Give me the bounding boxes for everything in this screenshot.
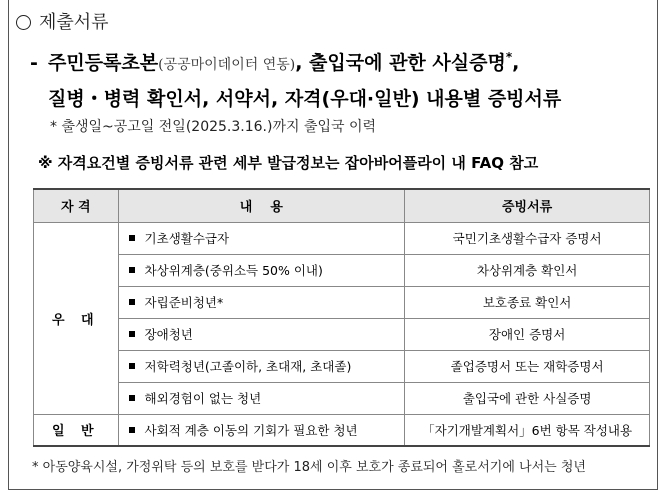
square-bullet-icon [129,267,135,273]
resident-registration-doc: 주민등록초본 [48,52,159,74]
footnote: * 아동양육시설, 가정위탁 등의 보호를 받다가 18세 이후 보호가 종료되어 홀로서기에 나서는 청년 [32,460,586,475]
trailing-comma: , [512,52,520,74]
square-bullet-icon [129,299,135,305]
square-bullet-icon [129,395,135,401]
faq-reference-note: ※ 자격요건별 증빙서류 관련 세부 발급정보는 잡아바어플라이 내 FAQ 참고 [38,154,539,172]
row-content [118,350,405,382]
row-content [118,382,405,414]
row-document: 국민기초생활수급자 증명서 [405,222,650,254]
table-row [34,350,650,382]
section-heading [16,8,109,34]
row-document: 졸업증명서 또는 재학증명서 [405,350,650,382]
immigration-period-note: * 출생일~공고일 전일(2025.3.16.)까지 출입국 이력 [50,119,377,135]
row-content [118,286,405,318]
table-row [34,414,650,446]
square-bullet-icon [129,235,135,241]
content-text: 자립준비청년* [144,295,224,310]
square-bullet-icon [129,427,135,433]
header-documents: 증빙서류 [405,189,650,222]
required-docs-line-1 [30,48,519,75]
content-text: 사회적 계층 이동의 기회가 필요한 청년 [144,422,358,438]
content-text: 저학력청년(고졸이하, 초대재, 초대졸) [144,359,352,374]
separator-comma: , [295,52,303,74]
section-title: 제출서류 [39,12,109,33]
table-header-row [34,189,650,222]
row-content [118,318,405,350]
table-row [34,222,650,254]
table-row [34,382,650,414]
row-content [118,254,405,286]
required-docs-line-2: 질병・병력 확인서, 서약서, 자격(우대·일반) 내용별 증빙서류 [48,88,562,110]
table-row [34,286,650,318]
footnote-mark: * [505,50,513,64]
table-row [34,254,650,286]
row-document: 차상위계층 확인서 [405,254,650,286]
square-bullet-icon [129,331,135,337]
immigration-certificate-doc: 출입국에 관한 사실증명 [302,52,506,74]
content-text: 장애청년 [144,327,193,342]
row-document: 출입국에 관한 사실증명 [405,382,650,414]
public-mydata-note: (공공마이데이터 연동) [158,57,296,73]
category-priority: 우 대 [34,222,119,414]
content-text: 차상위계층(중위소득 50% 이내) [144,263,323,278]
square-bullet-icon [129,363,135,369]
row-document: 보호종료 확인서 [405,286,650,318]
row-document: 「자기개발계획서」6번 항목 작성내용 [405,414,650,446]
content-text: 해외경험이 없는 청년 [144,391,262,406]
header-content: 내 용 [118,189,405,222]
qualification-documents-table [33,188,650,447]
row-content [118,414,405,446]
row-document: 장애인 증명서 [405,318,650,350]
header-qualification: 자 격 [34,189,119,222]
circle-bullet-icon [16,15,31,30]
row-content [118,222,405,254]
category-general: 일 반 [34,414,119,446]
content-text: 기초생활수급자 [144,231,230,246]
table-row [34,318,650,350]
dash-bullet: - [30,52,38,74]
